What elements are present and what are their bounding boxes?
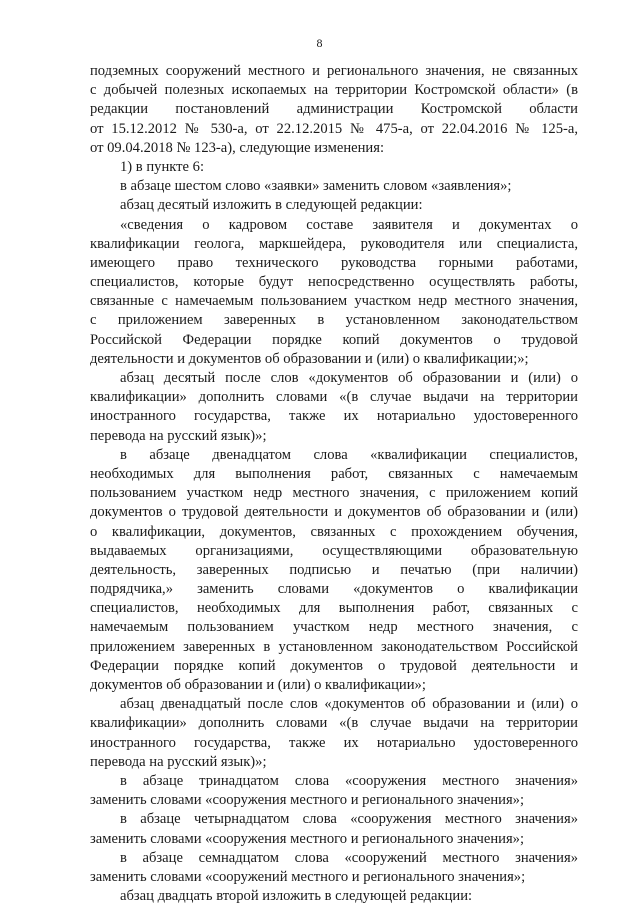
text-line: с добычей полезных ископаемых на территории Костромской области» (в bbox=[90, 82, 578, 99]
text-line: 1) в пункте 6: bbox=[120, 158, 205, 175]
text-line: иностранного государства, также их нотариально удостоверенного bbox=[90, 734, 578, 751]
text-line: пользованием участком недр местного значения, с приложением копий bbox=[90, 485, 578, 502]
text-line: в абзаце двенадцатом слова «квалификации специалистов, bbox=[120, 446, 578, 463]
text-line: имеющего право технического руководства горными работами, bbox=[90, 254, 578, 271]
text-line: заменить словами «сооружения местного и регионального значения»; bbox=[90, 792, 525, 809]
text-line: квалификации геолога, маркшейдера, руководителя или специалиста, bbox=[90, 235, 578, 252]
text-line: редакции постановлений администрации Костромской области bbox=[90, 101, 578, 118]
text-line: Российской Федерации порядке копий документов о трудовой bbox=[90, 331, 578, 348]
text-line: намечаемым пользованием участком недр местного значения, с bbox=[90, 619, 578, 636]
text-line: документов об образовании и (или) о квалификации»; bbox=[90, 677, 426, 693]
text-line: квалификации» дополнить словами «(в случае выдачи на территории bbox=[90, 389, 578, 406]
text-line: от 09.04.2018 № 123-а), следующие изменения: bbox=[90, 139, 385, 156]
text-line: приложением заверенных в установленном законодательством Российской bbox=[90, 638, 578, 655]
text-line: перевода на русский язык)»; bbox=[90, 753, 267, 770]
text-line: в абзаце шестом слово «заявки» заменить словом «заявления»; bbox=[120, 178, 512, 195]
text-line: абзац десятый изложить в следующей редакции: bbox=[120, 197, 423, 214]
text-line: Федерации порядке копий документов о трудовой деятельности и bbox=[90, 657, 578, 674]
page-number: 8 bbox=[316, 36, 323, 50]
text-line: специалистов, которые будут непосредственно осуществлять работы, bbox=[90, 274, 578, 291]
text-line: деятельности и документов об образовании и (или) о квалификации;»; bbox=[90, 350, 529, 367]
text-line: с приложением заверенных в установленном законодательством bbox=[90, 312, 578, 329]
text-line: о квалификации, документов, связанных с прохождением обучения, bbox=[90, 523, 578, 540]
text-line: абзац двадцать второй изложить в следующей редакции: bbox=[120, 888, 473, 905]
text-line: в абзаце тринадцатом слова «сооружения местного значения» bbox=[120, 772, 578, 789]
text-line: в абзаце семнадцатом слова «сооружений местного значения» bbox=[120, 849, 578, 866]
text-line: документов о трудовой деятельности и документов об образовании и (или) bbox=[90, 504, 578, 521]
text-line: необходимых для выполнения работ, связанных с намечаемым bbox=[90, 465, 578, 482]
text-line: специалистов, необходимых для выполнения работ, связанных с bbox=[90, 600, 578, 617]
text-line: заменить словами «сооружения местного и регионального значения»; bbox=[90, 830, 525, 847]
text-line: иностранного государства, также их нотариально удостоверенного bbox=[90, 408, 578, 425]
text-line: в абзаце четырнадцатом слова «сооружения местного значения» bbox=[120, 811, 578, 828]
text-line: подземных сооружений местного и регионального значения, не связанных bbox=[90, 63, 578, 79]
text-line: связанные с намечаемым пользованием участком недр местного значения, bbox=[90, 293, 578, 310]
text-line: абзац десятый после слов «документов об образовании и (или) о bbox=[120, 370, 578, 386]
text-line: «сведения о кадровом составе заявителя и документах о bbox=[120, 216, 578, 233]
text-line: заменить словами «сооружений местного и регионального значения»; bbox=[90, 868, 526, 885]
text-line: от 15.12.2012 № 530-а, от 22.12.2015 № 475-а, от 22.04.2016 № 125-а, bbox=[90, 120, 578, 137]
text-line: деятельность, заверенных подписью и печатью (при наличии) bbox=[90, 561, 578, 578]
document-body bbox=[90, 62, 578, 906]
text-line: абзац двенадцатый после слов «документов об образовании и (или) о bbox=[120, 696, 578, 713]
text-line: перевода на русский язык)»; bbox=[90, 427, 267, 444]
text-line: подрядчика,» заменить словами «документов о квалификации bbox=[90, 581, 578, 598]
text-line: квалификации» дополнить словами «(в случае выдачи на территории bbox=[90, 715, 578, 732]
text-line: выдаваемых организациями, осуществляющими образовательную bbox=[90, 542, 578, 559]
